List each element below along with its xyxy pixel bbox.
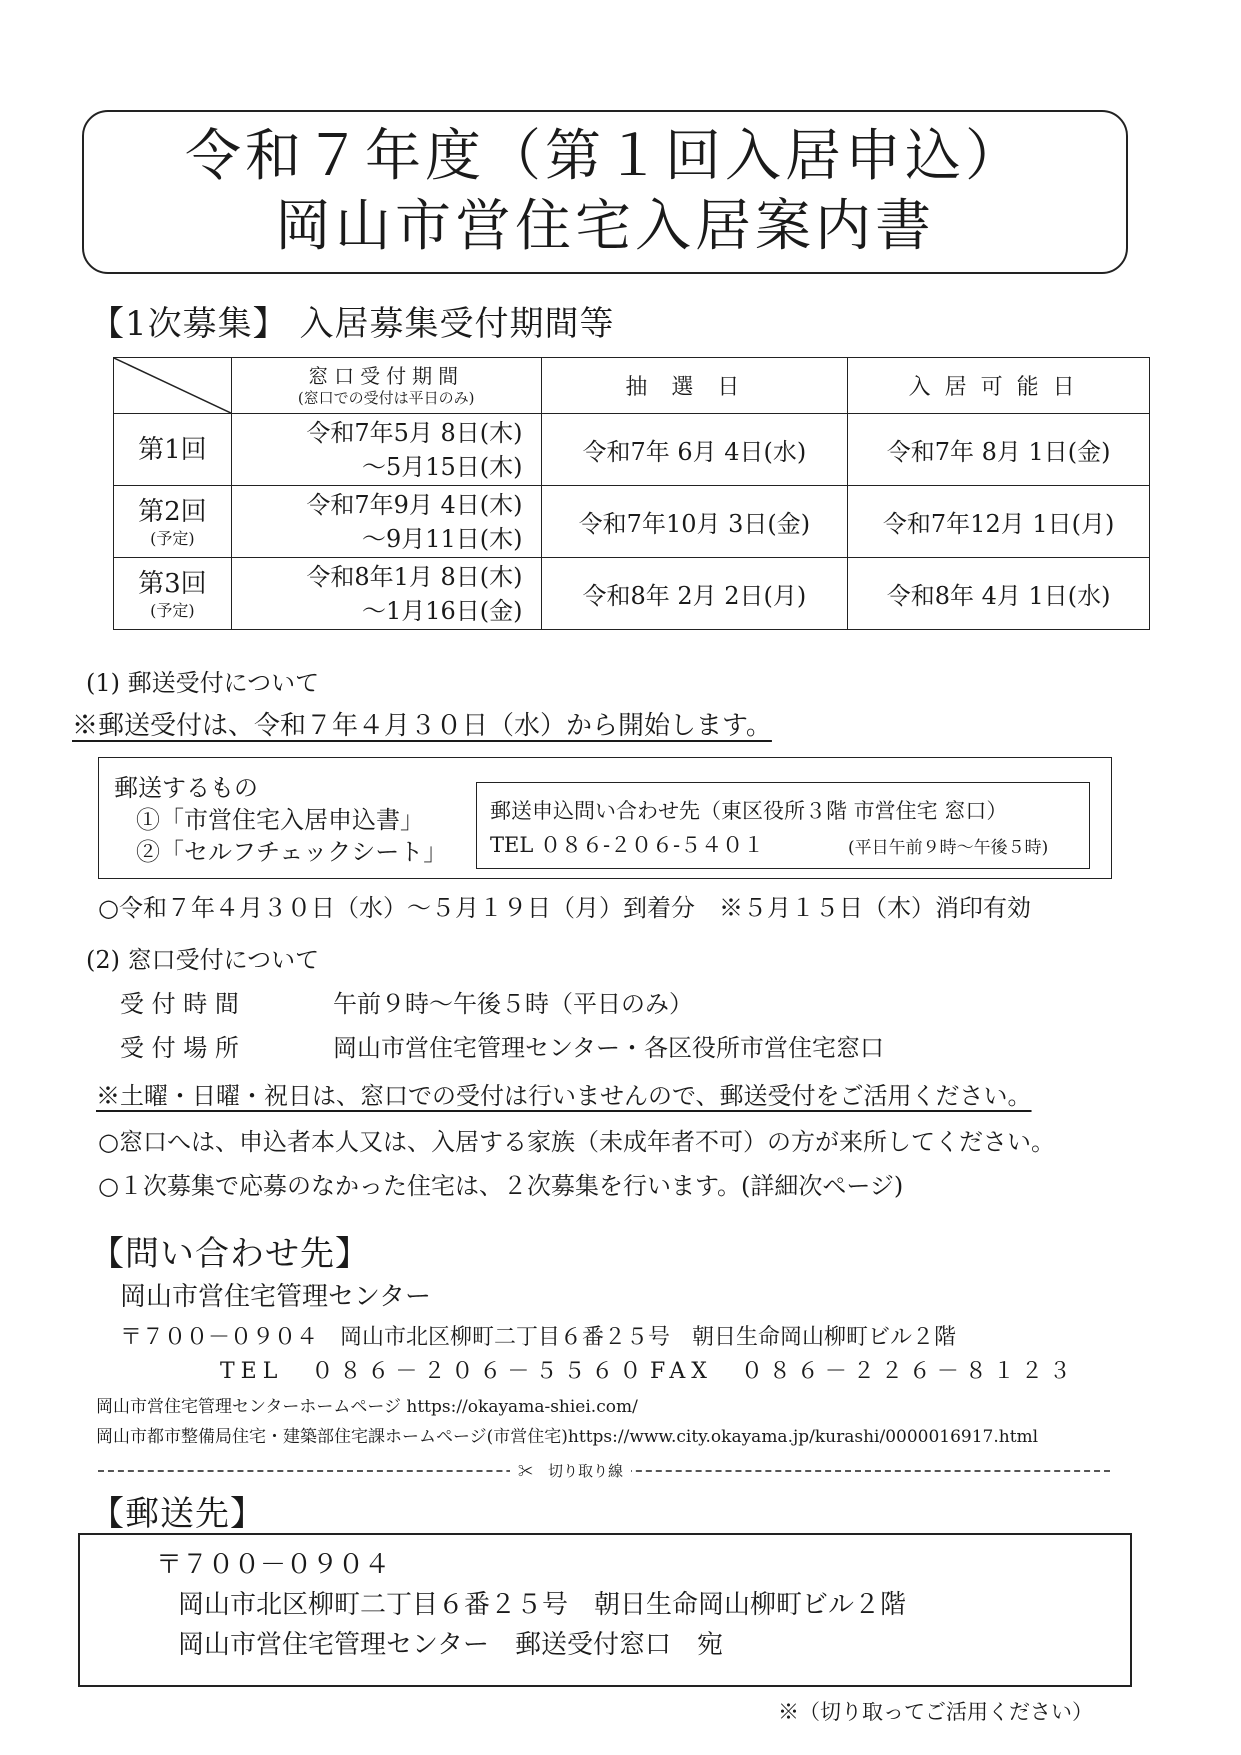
table-row (114, 414, 1150, 486)
inquiry-tel: TEL ０８６－２０６－５５６０ (220, 1359, 648, 1384)
header-move-in: 入居可能日 (848, 358, 1150, 414)
counter-time-value: 午前９時～午後５時（平日のみ） (333, 990, 693, 1018)
postal-zip: 〒７００－０９０４ (156, 1550, 391, 1580)
period-cell: 令和7年5月 8日(木) ～5月15日(木) (231, 414, 541, 486)
inquiry-address: 〒７００－０９０４ 岡山市北区柳町二丁目６番２５号 朝日生命岡山柳町ビル２階 (120, 1325, 957, 1350)
counter-time-label: 受 付 時 間 (120, 990, 239, 1018)
round-cell: 第1回 (114, 414, 232, 486)
inquiry-fax: FAX ０８６－２２６－８１２３ (650, 1359, 1077, 1384)
table-header-row (114, 358, 1150, 414)
mail-notice: ※郵送受付は、令和７年４月３０日（水）から開始します。 (72, 711, 772, 741)
move-in-cell: 令和7年 8月 1日(金) (848, 414, 1150, 486)
inquiry-web-center[interactable]: 岡山市営住宅管理センターホームページ https://okayama-shiei.com/ (96, 1397, 638, 1417)
header-period-label: 窓口受付期間 (308, 363, 465, 388)
title-line-2: 岡山市営住宅入居案内書 (275, 194, 935, 259)
inquiry-web-city[interactable]: 岡山市都市整備局住宅・建築部住宅課ホームページ(市営住宅)https://www.city.okayama.jp/kurashi/0000016917.html (96, 1427, 1039, 1447)
mail-items-label: 郵送するもの (114, 774, 258, 802)
postal-heading: 【郵送先】 (90, 1494, 265, 1534)
header-period-note: (窓口での受付は平日のみ) (297, 388, 475, 407)
table-row (114, 486, 1150, 558)
header-period (231, 358, 541, 414)
counter-note-second-round: ○１次募集で応募のなかった住宅は、２次募集を行います。(詳細次ページ) (98, 1172, 904, 1200)
inquiry-org: 岡山市営住宅管理センター (120, 1282, 431, 1312)
schedule-table (113, 357, 1150, 630)
mail-item-2: ②「セルフチェックシート」 (136, 838, 448, 866)
mail-contact-line: 郵送申込問い合わせ先（東区役所３階 市営住宅 窓口） (490, 799, 1008, 823)
mail-heading: (1) 郵送受付について (86, 669, 320, 697)
diagonal-line (114, 358, 231, 413)
mail-period: ○令和７年４月３０日（水）～５月１９日（月）到着分 ※５月１５日（木）消印有効 (98, 894, 1031, 922)
move-in-cell: 令和7年12月 1日(月) (848, 486, 1150, 558)
round-cell: 第2回 (予定) (114, 486, 232, 558)
inquiry-heading: 【問い合わせ先】 (90, 1234, 370, 1274)
lottery-cell: 令和8年 2月 2日(月) (541, 558, 848, 630)
lottery-cell: 令和7年10月 3日(金) (541, 486, 848, 558)
period-cell: 令和8年1月 8日(木) ～1月16日(金) (231, 558, 541, 630)
table-row (114, 558, 1150, 630)
period-cell: 令和7年9月 4日(木) ～9月11日(木) (231, 486, 541, 558)
counter-place-label: 受 付 場 所 (120, 1034, 239, 1062)
title-line-1: 令和７年度（第１回入居申込） (185, 124, 1025, 189)
counter-note-visitor: ○窓口へは、申込者本人又は、入居する家族（未成年者不可）の方が来所してください。 (98, 1128, 1055, 1156)
postal-footer-note: ※（切り取ってご活用ください） (778, 1700, 1093, 1724)
counter-note-weekend: ※土曜・日曜・祝日は、窓口での受付は行いませんので、郵送受付をご活用ください。 (96, 1082, 1032, 1110)
postal-address: 岡山市北区柳町二丁目６番２５号 朝日生命岡山柳町ビル２階 (178, 1590, 907, 1620)
move-in-cell: 令和8年 4月 1日(水) (848, 558, 1150, 630)
lottery-cell: 令和7年 6月 4日(水) (541, 414, 848, 486)
mail-contact-hours: (平日午前９時～午後５時) (848, 838, 1049, 858)
round-cell: 第3回 (予定) (114, 558, 232, 630)
title-box (82, 110, 1128, 274)
mail-item-1: ①「市営住宅入居申込書」 (136, 806, 424, 834)
counter-heading: (2) 窓口受付について (86, 946, 320, 974)
mail-contact-tel: TEL ０８６-２０６-５４０１ (490, 833, 765, 857)
table-corner-cell (114, 358, 232, 414)
postal-recipient: 岡山市営住宅管理センター 郵送受付窓口 宛 (178, 1630, 723, 1660)
cut-line-label: ✂ 切り取り線 (510, 1460, 631, 1481)
schedule-heading: 【1次募集】 入居募集受付期間等 (90, 304, 615, 344)
counter-place-value: 岡山市営住宅管理センター・各区役所市営住宅窓口 (333, 1034, 885, 1062)
header-lottery: 抽選日 (541, 358, 848, 414)
